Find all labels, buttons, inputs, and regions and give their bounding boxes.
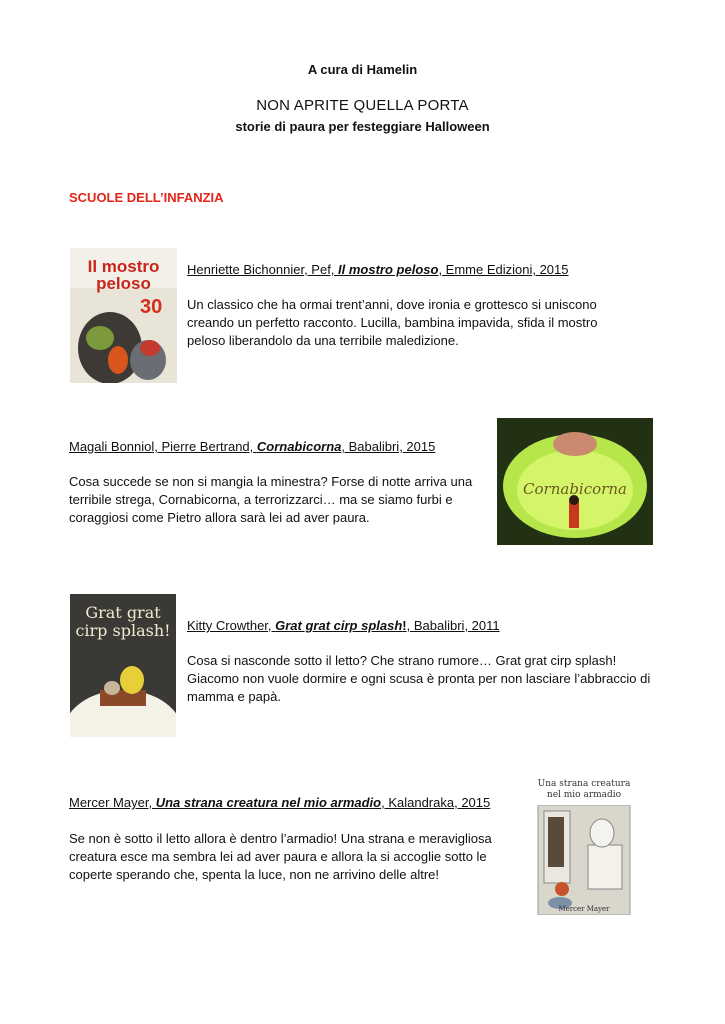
cover-badge-30: 30 — [140, 296, 163, 318]
cover-title-line-1: Il mostro — [87, 257, 160, 276]
book-title-suffix: ! — [402, 618, 407, 633]
book-citation-2[interactable] — [69, 439, 435, 454]
book-cover-il-mostro-peloso — [70, 248, 177, 393]
cover-title-line-2: cirp splash! — [75, 621, 171, 640]
book-authors: Kitty Crowther, — [187, 618, 276, 633]
book-cover-una-strana-creatura — [536, 775, 632, 927]
cover-title-line-1: Una strana creatura — [537, 779, 631, 789]
book-description-4: Se non è sotto il letto allora è dentro l’armadio! Una strana e meravigliosa creatura esce ma sembra lei ad aver paura e allora la si accoglie sotto le coperte sperando che, spenta la luce, non ne arrivino delle altre! — [69, 831, 492, 882]
book-description-2: Cosa succede se non si mangia la minestra? Forse di notte arriva una terribile strega, Cornabicorna, a terrorizzarci… ma se siamo furbi e coraggiosi come Pietro allora sarà lei ad aver paura. — [69, 474, 473, 525]
book-title: Una strana creatura nel mio armadio — [155, 795, 382, 810]
book-description-1: Un classico che ha ormai trent’anni, dove ironia e grottesco si uniscono creando un perfetto racconto. Lucilla, bambina impavida, sfida il mostro peloso liberandolo da una terribile maledizione. — [187, 297, 598, 348]
cover-title-line-1: Grat grat — [85, 603, 161, 622]
section-heading: SCUOLE DELL’INFANZIA — [69, 190, 224, 205]
book-publisher: , Babalibri, 2011 — [406, 618, 500, 633]
book-cover-grat-grat — [70, 594, 176, 737]
book-description-3: Cosa si nasconde sotto il letto? Che strano rumore… Grat grat cirp splash! Giacomo non vuole dormire e ogni scusa è pronta per non lasciare l’abbraccio di mamma e papà. — [187, 653, 651, 704]
book-title: Grat grat cirp splash — [275, 618, 403, 633]
book-publisher: , Babalibri, 2015 — [341, 439, 436, 454]
cover-author: Mercer Mayer — [558, 905, 610, 913]
book-citation-4[interactable] — [69, 795, 490, 810]
cover-title-line-2: nel mio armadio — [546, 790, 622, 800]
book-authors: Magali Bonniol, Pierre Bertrand, — [69, 439, 257, 454]
cover-title-line-2: peloso — [96, 274, 151, 293]
book-authors: Mercer Mayer, — [69, 795, 156, 810]
page-subtitle: storie di paura per festeggiare Halloween — [235, 119, 490, 134]
book-citation-1[interactable] — [187, 262, 569, 277]
book-publisher: , Emme Edizioni, 2015 — [438, 262, 569, 277]
book-title: Il mostro peloso — [338, 262, 439, 277]
book-publisher: , Kalandraka, 2015 — [381, 795, 491, 810]
page-title: NON APRITE QUELLA PORTA — [256, 97, 469, 114]
book-cover-cornabicorna — [497, 418, 653, 545]
book-authors: Henriette Bichonnier, Pef, — [187, 262, 339, 277]
book-title: Cornabicorna — [256, 439, 342, 454]
book-citation-3[interactable] — [187, 618, 500, 633]
curator-line: A cura di Hamelin — [307, 62, 418, 77]
cover-title: Cornabicorna — [523, 480, 627, 498]
